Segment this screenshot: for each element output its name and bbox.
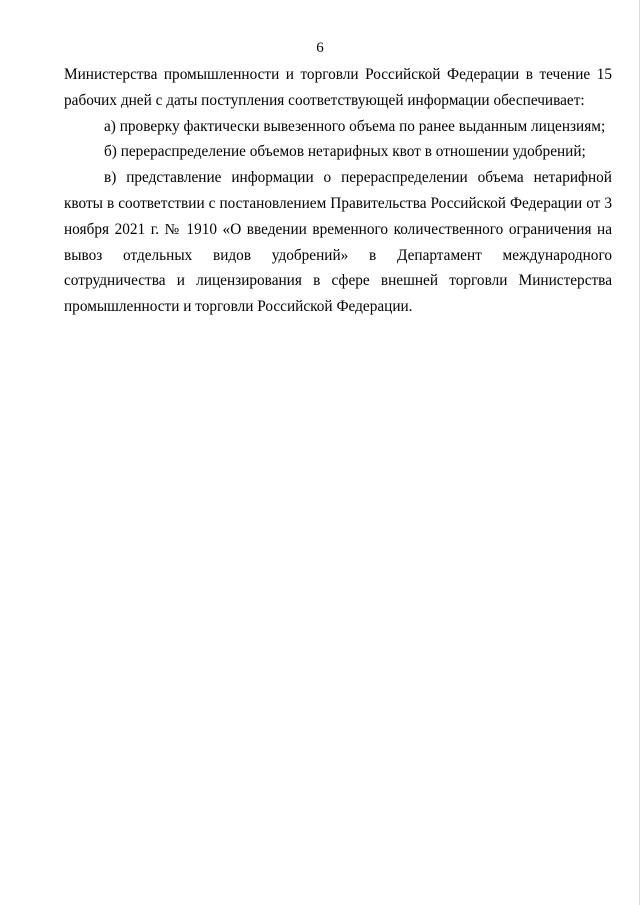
paragraph-item-v: в) представление информации о перераспределении объема нетарифной квоты в соответствии с постановлением Правительства Российской Федерации от 3 ноября 2021 г. № 1910 «О введении временного количественного ограничения на вывоз отдельных видов удобрений» в Департамент международного сотрудничества и лицензирования в сфере внешней торговли Министерства промышленности и торговли Российской Федерации. (64, 169, 612, 316)
paragraph-item-a: а) проверку фактически вывезенного объема по ранее выданным лицензиям; (104, 117, 606, 135)
document-body (64, 62, 612, 320)
page-number: 6 (316, 40, 324, 56)
paragraph-item-b: б) перераспределение объемов нетарифных квот в отношении удобрений; (104, 143, 586, 161)
paragraph-continuation: Министерства промышленности и торговли Российской Федерации в течение 15 рабочих дней с даты поступления соответствующей информации обеспечивает: (64, 66, 612, 109)
